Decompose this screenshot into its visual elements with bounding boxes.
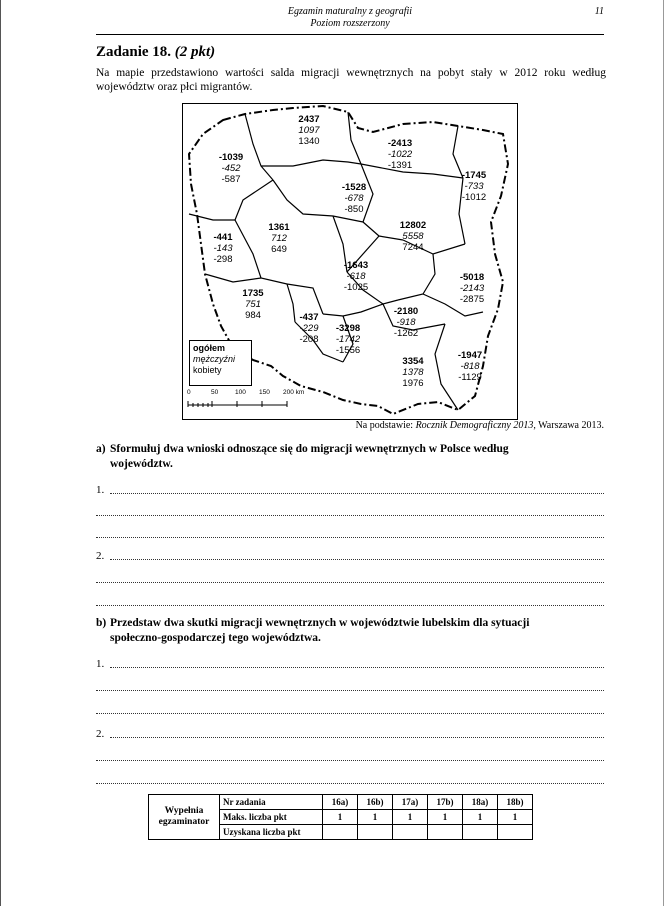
region-total: -1947 (457, 350, 483, 361)
task-intro: Na mapie przedstawiono wartości salda migracji wewnętrznych na pobyt stały w 2012 roku według województw oraz płci migrantów. (96, 67, 606, 93)
score-table (148, 794, 533, 840)
region-men: 1378 (402, 367, 424, 378)
region-total: -1643 (343, 260, 369, 271)
border-pm-kp (261, 160, 361, 166)
border-mz-sk (398, 254, 435, 300)
obtained-points-cell[interactable] (463, 825, 498, 840)
scale-label: 150 (259, 389, 270, 396)
region-men: -1022 (387, 149, 413, 160)
answer-a1-line[interactable] (96, 528, 604, 540)
max-points-cell: 1 (393, 810, 428, 825)
region-total: 3354 (402, 356, 424, 367)
max-points-cell: 1 (498, 810, 533, 825)
obtained-points-cell[interactable] (428, 825, 463, 840)
region-total: 2437 (298, 114, 320, 125)
region-women: 7244 (402, 242, 424, 253)
score-table-owner: Wypełnia egzaminator (149, 795, 220, 840)
region-women: -208 (299, 334, 319, 345)
obtained-points-cell[interactable] (498, 825, 533, 840)
region-women: -1262 (393, 328, 419, 339)
legend-total: ogółem (193, 343, 226, 353)
region-total: 1735 (242, 288, 264, 299)
column-header: 17b) (428, 795, 463, 810)
header-line1: Egzamin maturalny z geografii (287, 6, 413, 17)
row-label-obtained: Uzyskana liczba pkt (220, 825, 323, 840)
answer-b2-line[interactable] (96, 774, 604, 786)
map-source (356, 420, 604, 431)
border-zp-wp (235, 180, 273, 220)
scale-label: 200 km (283, 389, 305, 396)
region-women: 984 (245, 310, 261, 321)
column-header: 16b) (358, 795, 393, 810)
region-opolskie (289, 312, 329, 345)
answer-a1-line[interactable] (96, 506, 604, 518)
max-points-cell: 1 (428, 810, 463, 825)
region-women: -850 (344, 204, 364, 215)
region-total: -1528 (341, 182, 367, 193)
region-dolnoslaskie (233, 288, 273, 321)
column-header: 18a) (463, 795, 498, 810)
region-kujawsko-pomorskie (333, 182, 375, 215)
region-total: -441 (213, 232, 233, 243)
answer-a2-line[interactable] (96, 573, 604, 585)
page-header (96, 6, 604, 35)
region-total: -5018 (459, 272, 485, 283)
question-letter: b) (96, 617, 107, 629)
answer-b2-line[interactable] (96, 728, 604, 740)
region-total: -2413 (387, 138, 413, 149)
max-points-cell: 1 (323, 810, 358, 825)
border-lb-ds (205, 274, 261, 282)
border-pm-wm (348, 112, 361, 164)
region-men: -1742 (335, 334, 361, 345)
obtained-points-cell[interactable] (393, 825, 428, 840)
scale-bar (187, 398, 307, 412)
region-wielkopolskie (259, 222, 299, 255)
column-header: 16a) (323, 795, 358, 810)
answer-a1-line[interactable] (96, 484, 604, 496)
source-prefix: Na podstawie: (355, 420, 416, 431)
scale-label: 0 (187, 389, 191, 396)
region-lubelskie (451, 272, 493, 305)
page-edge-left (0, 0, 1, 906)
region-men: -2143 (459, 283, 485, 294)
header-line2: Poziom rozszerzony (310, 18, 390, 29)
source-title: Rocznik Demograficzny 2013 (415, 420, 534, 431)
header-title (96, 6, 604, 30)
region-men: 751 (245, 299, 261, 310)
region-total: 12802 (399, 220, 427, 231)
region-lubuskie (203, 232, 243, 265)
region-women: -1391 (387, 160, 413, 171)
region-men: -918 (396, 317, 416, 328)
region-men: 712 (271, 233, 287, 244)
map-legend (189, 340, 252, 386)
region-women: -587 (221, 174, 241, 185)
region-malopolskie (393, 356, 433, 389)
border-ld-sl (323, 304, 383, 316)
row-label-max: Maks. liczba pkt (220, 810, 323, 825)
region-women: 1976 (402, 378, 424, 389)
max-points-cell: 1 (358, 810, 393, 825)
region-men: -818 (460, 361, 480, 372)
answer-b1-line[interactable] (96, 681, 604, 693)
region-podkarpackie (449, 350, 491, 383)
region-slaskie (327, 323, 369, 356)
column-header: 17a) (393, 795, 428, 810)
row-label-task: Nr zadania (220, 795, 323, 810)
max-points-cell: 1 (463, 810, 498, 825)
region-mazowieckie (391, 220, 435, 253)
region-total: -437 (299, 312, 319, 323)
scale-label: 50 (211, 389, 219, 396)
region-pomorskie (289, 114, 329, 147)
task-number: Zadanie 18. (96, 44, 172, 60)
obtained-points-cell[interactable] (358, 825, 393, 840)
question-letter: a) (96, 443, 106, 455)
task-points: (2 pkt) (174, 44, 216, 60)
region-men: -452 (221, 163, 241, 174)
region-women: -1129 (458, 372, 482, 383)
answer-b1-line[interactable] (96, 704, 604, 716)
source-suffix: , Warszawa 2013. (533, 420, 604, 431)
column-header: 18b) (498, 795, 533, 810)
answer-b2-line[interactable] (96, 751, 604, 763)
answer-b1-line[interactable] (96, 658, 604, 670)
region-women: -1012 (461, 192, 487, 203)
migration-map (182, 103, 518, 420)
task-title (96, 44, 215, 61)
region-swietokrzyskie (385, 306, 427, 339)
obtained-points-cell[interactable] (323, 825, 358, 840)
region-men: -733 (464, 181, 484, 192)
region-women: -1025 (343, 282, 369, 293)
question-text-line1: Sformułuj dwa wnioski odnoszące się do migracji wewnętrznych w Polsce według (110, 443, 509, 455)
border-ld-op (287, 284, 323, 314)
scale-label: 100 (235, 389, 246, 396)
question-a (96, 442, 604, 472)
region-total: -1039 (218, 152, 244, 163)
answer-number: 1. (96, 484, 105, 496)
region-men: 5558 (402, 231, 424, 242)
legend-women: kobiety (193, 365, 222, 375)
answer-a2-line[interactable] (96, 596, 604, 608)
border-zp-lb (189, 214, 235, 220)
region-men: -229 (299, 323, 319, 334)
region-warminsko-mazurskie (379, 138, 421, 171)
answer-number: 2. (96, 550, 105, 562)
region-total: -2180 (393, 306, 419, 317)
region-men: 1097 (298, 125, 320, 136)
answer-number: 2. (96, 728, 105, 740)
region-men: -678 (344, 193, 364, 204)
region-women: 1340 (298, 136, 320, 147)
region-total: -3298 (335, 323, 361, 334)
region-podlaskie (453, 170, 495, 203)
region-women: -2875 (459, 294, 485, 305)
legend-men: mężczyźni (193, 354, 236, 364)
region-total: -1745 (461, 170, 487, 181)
region-men: -618 (346, 271, 366, 282)
question-text-line2: społeczno-gospodarczej tego województwa. (110, 632, 321, 644)
region-total: 1361 (268, 222, 290, 233)
question-text-line1: Przedstaw dwa skutki migracji wewnętrznych w województwie lubelskim dla sytuacji (110, 617, 530, 629)
region-zachodniopomorskie (211, 152, 251, 185)
page-number: 11 (594, 6, 604, 17)
question-b (96, 616, 604, 646)
region-lodzkie (335, 260, 377, 293)
region-women: -298 (213, 254, 233, 265)
answer-number: 1. (96, 658, 105, 670)
question-text-line2: województw. (110, 458, 173, 470)
region-women: 649 (271, 244, 287, 255)
region-men: -143 (213, 243, 233, 254)
region-women: -1556 (335, 345, 361, 356)
answer-a2-line[interactable] (96, 550, 604, 562)
map-scale (187, 389, 327, 415)
